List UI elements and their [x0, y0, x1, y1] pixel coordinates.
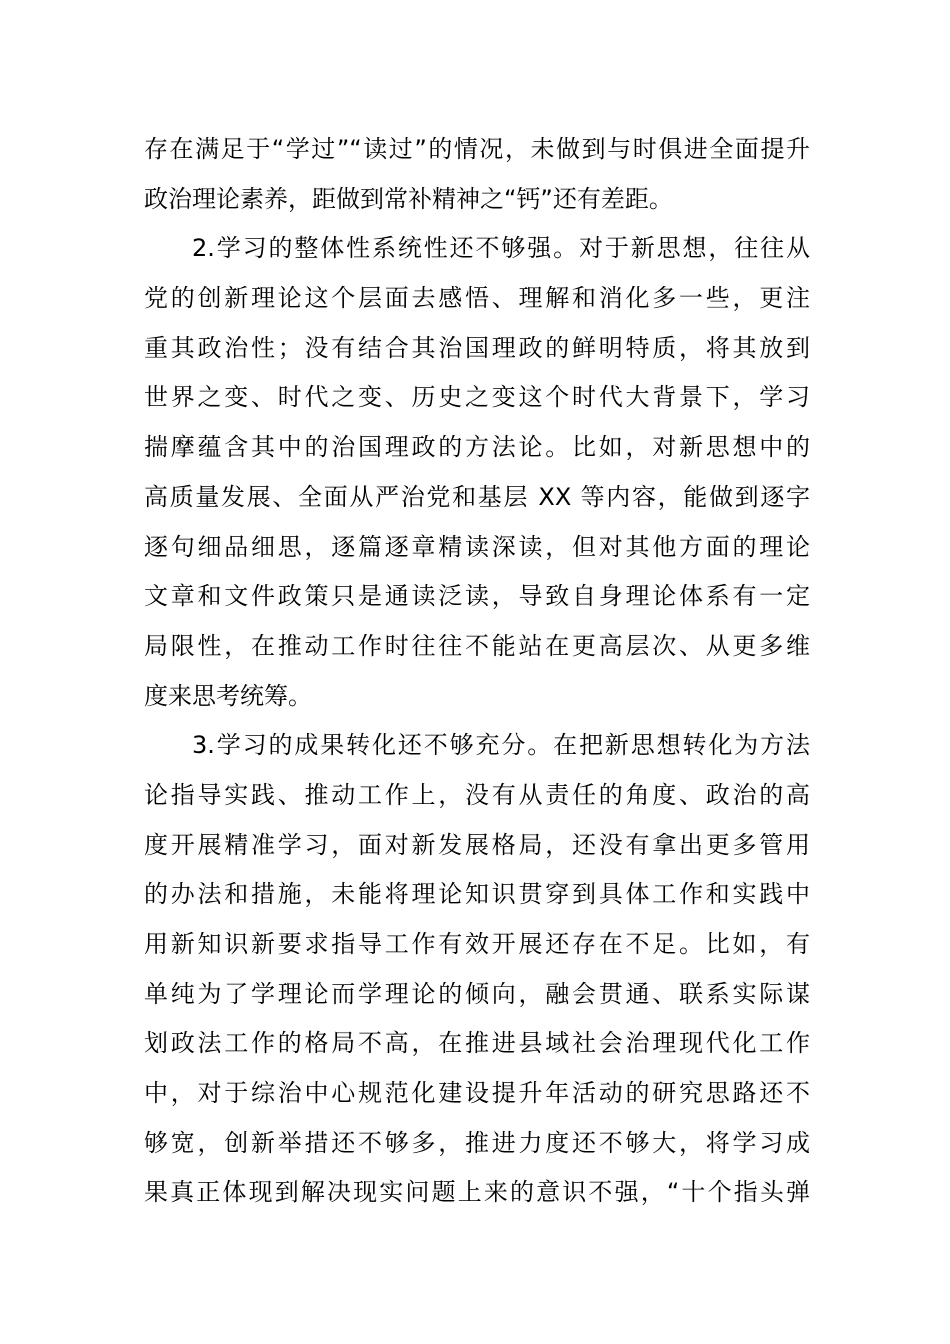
text-line: 揣摩蕴含其中的治国理政的方法论。比如，对新思想中的: [144, 433, 810, 462]
text-line: 存在满足于“学过”“读过”的情况，未做到与时俱进全面提升: [144, 135, 810, 163]
text-line: 划政法工作的格局不高，在推进县域社会治理现代化工作: [144, 1029, 810, 1058]
text-line: 政治理论素养，距做到常补精神之“钙”还有差距。: [144, 184, 673, 213]
text-line: 中，对于综治中心规范化建设提升年活动的研究思路还不: [144, 1079, 810, 1108]
text-line: 单纯为了学理论而学理论的倾向，融会贯通、联系实际谋: [144, 979, 810, 1008]
text-line: 重其政治性；没有结合其治国理政的鲜明特质，将其放到: [144, 333, 810, 362]
text-line: 3.学习的成果转化还不够充分。在把新思想转化为方法: [192, 731, 810, 760]
text-line: 用新知识新要求指导工作有效开展还存在不足。比如，有: [144, 930, 810, 958]
text-line: 高质量发展、全面从严治党和基层 XX 等内容，能做到逐字: [144, 482, 810, 511]
text-line: 够宽，创新举措还不够多，推进力度还不够大，将学习成: [144, 1128, 810, 1157]
document-body: [144, 125, 810, 1218]
text-line: 论指导实践、推动工作上，没有从责任的角度、政治的高: [144, 780, 810, 809]
text-line: 的办法和措施，未能将理论知识贯穿到具体工作和实践中: [144, 880, 810, 909]
paragraph-item-2: [144, 224, 810, 721]
text-line: 世界之变、时代之变、历史之变这个时代大背景下，学习: [144, 383, 810, 412]
text-line: 度来思考统筹。: [144, 681, 312, 710]
text-line: 文章和文件政策只是通读泛读，导致自身理论体系有一定: [144, 582, 810, 611]
text-line: 度开展精准学习，面对新发展格局，还没有拿出更多管用: [144, 830, 810, 859]
text-line: 2.学习的整体性系统性还不够强。对于新思想，往往从: [192, 234, 810, 263]
text-line: 逐句细品细思，逐篇逐章精读深读，但对其他方面的理论: [144, 532, 810, 561]
text-line: 党的创新理论这个层面去感悟、理解和消化多一些，更注: [144, 284, 810, 313]
text-line: 果真正体现到解决现实问题上来的意识不强，“十个指头弹: [144, 1178, 810, 1207]
text-line: 局限性，在推动工作时往往不能站在更高层次、从更多维: [144, 631, 810, 660]
paragraph-continued: [144, 125, 810, 224]
paragraph-item-3: [144, 721, 810, 1218]
